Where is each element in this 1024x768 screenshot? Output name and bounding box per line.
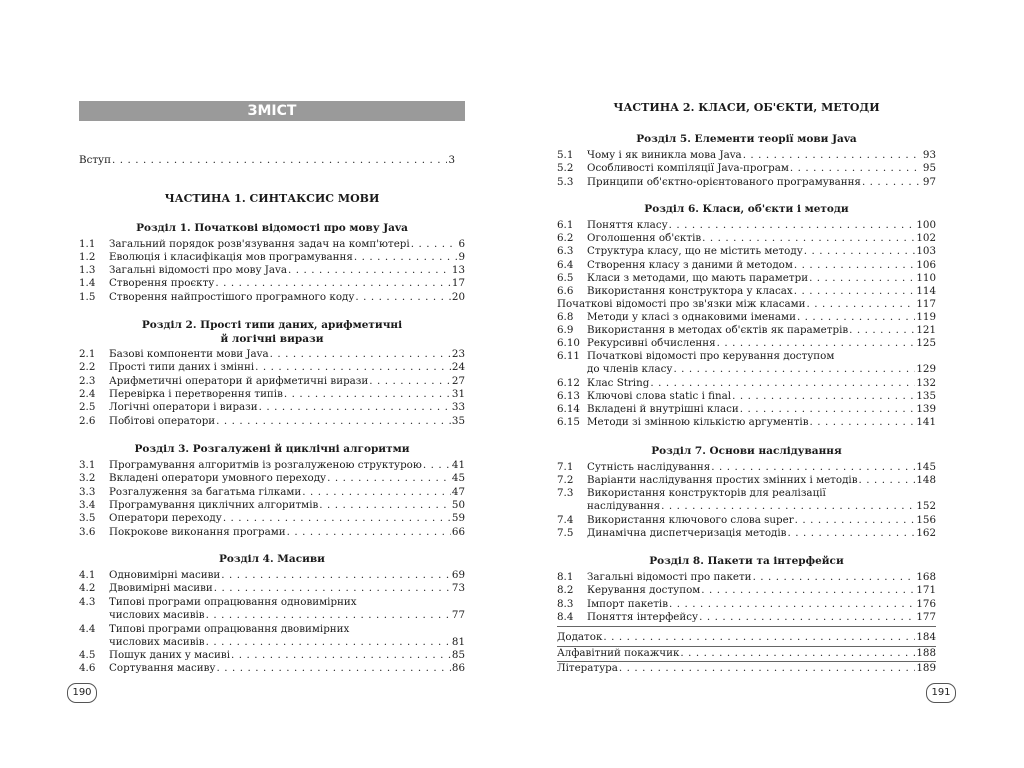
toc-entry (557, 285, 936, 298)
toc-entry-page: 45 (451, 472, 465, 484)
toc-entry-number: 2.5 (79, 401, 96, 413)
toc-entry-number: 3.4 (79, 499, 96, 511)
toc-entry-title-line2: числових масивів (109, 609, 205, 622)
toc-entry (79, 238, 465, 251)
toc-entry-number: 6.1 (557, 219, 574, 231)
toc-entry-page: 24 (451, 361, 465, 373)
toc-entry-number: 8.3 (557, 598, 574, 610)
toc-entry (557, 337, 936, 350)
toc-entry-page: 114 (916, 285, 936, 297)
toc-entry-title: Керування доступом (587, 584, 701, 596)
toc-entry-page: 97 (922, 176, 936, 188)
toc-entry-page: 176 (916, 598, 936, 610)
toc-entry-page: 35 (451, 415, 465, 427)
toc-entry-page: 27 (451, 375, 465, 387)
toc-entry-title: Загальні відомості про пакети (587, 571, 752, 583)
toc-entry (557, 324, 936, 337)
toc-entry-page: 121 (916, 324, 936, 336)
toc-entry-title: Пошук даних у масиві (109, 649, 231, 661)
toc-entry (79, 472, 465, 485)
toc-entry-title: Додаток (557, 631, 603, 643)
toc-entry-title: Початкові відомості про керування доступом (587, 350, 835, 362)
toc-entry-page: 117 (916, 298, 936, 310)
toc-entry-number: 6.10 (557, 337, 580, 349)
toc-entry (557, 527, 936, 540)
toc-entry (557, 461, 936, 474)
toc-entry-title: Варіанти наслідування простих змінних і методів (587, 474, 858, 486)
toc-entry (557, 474, 936, 487)
toc-entry-title: Особливості компіляції Java-програм (587, 162, 789, 174)
toc-entry-title: Загальний порядок розв'язування задач на комп'ютері (109, 238, 410, 250)
toc-entry-page: 50 (451, 499, 465, 511)
toc-entry-number: 2.4 (79, 388, 96, 400)
toc-entry (557, 298, 936, 311)
toc-entry-number: 7.3 (557, 487, 574, 499)
toc-entry-title: Типові програми опрацювання двовимірних (109, 623, 350, 635)
toc-entry-page: 69 (451, 569, 465, 581)
toc-entry (79, 662, 465, 675)
toc-entry-number: 3.2 (79, 472, 96, 484)
toc-entry-title: Використання в методах об'єктів як параметрів (587, 324, 849, 336)
page-number-right: 191 (926, 683, 956, 703)
toc-entry-page: 20 (451, 291, 465, 303)
toc-entry (557, 219, 936, 232)
toc-entry-number: 6.5 (557, 272, 574, 284)
section-heading: Розділ 4. Масиви (219, 553, 325, 565)
toc-entry (79, 361, 465, 374)
toc-entry-title: Програмування алгоритмів із розгалуженою структурою (109, 459, 422, 471)
toc-entry-page: 129 (916, 363, 936, 376)
toc-entry-title: Оголошення об'єктів (587, 232, 702, 244)
toc-entry (557, 403, 936, 416)
toc-entry-number: 1.2 (79, 251, 96, 263)
toc-entry (557, 149, 936, 162)
section-heading: Розділ 6. Класи, об'єкти і методи (644, 203, 849, 215)
toc-entry (79, 291, 465, 304)
toc-entry-bibliography (557, 662, 936, 675)
toc-entry-page: 23 (451, 348, 465, 360)
section-heading: Розділ 7. Основи наслідування (651, 445, 842, 457)
toc-entry (79, 415, 465, 428)
toc-entry-title: Методи зі змінною кількістю аргументів (587, 416, 809, 428)
toc-entry-title: Класи з методами, що мають параметри (587, 272, 809, 284)
toc-entry-page: 95 (922, 162, 936, 174)
toc-entry-page: 3 (448, 154, 455, 166)
toc-entry (79, 277, 465, 290)
toc-entry-page: 152 (916, 500, 936, 513)
toc-entry-page: 77 (451, 609, 465, 622)
toc-entry-number: 4.5 (79, 649, 96, 661)
toc-entry-number: 4.4 (79, 623, 96, 635)
toc-entry-intro (79, 154, 465, 167)
toc-entry (557, 377, 936, 390)
toc-entry-number: 6.6 (557, 285, 574, 297)
toc-entry (79, 375, 465, 388)
toc-entry (557, 611, 936, 624)
toc-entry (79, 264, 465, 277)
toc-entry-title-line2: до членів класу (587, 363, 673, 376)
toc-entry (79, 649, 465, 662)
toc-entry-page: 110 (916, 272, 936, 284)
toc-entry-page: 189 (916, 662, 936, 674)
toc-entry-number: 2.6 (79, 415, 96, 427)
toc-entry-page: 156 (916, 514, 936, 526)
toc-entry-number: 6.9 (557, 324, 574, 336)
toc-entry-number: 6.14 (557, 403, 580, 415)
toc-entry-title: Програмування циклічних алгоритмів (109, 499, 319, 511)
toc-entry-page: 59 (451, 512, 465, 524)
toc-entry-page: 145 (916, 461, 936, 473)
toc-entry-page: 135 (916, 390, 936, 402)
toc-entry (557, 232, 936, 245)
toc-entry-page: 162 (916, 527, 936, 539)
toc-entry-number: 8.4 (557, 611, 574, 623)
right-page (557, 0, 936, 768)
toc-entry-number: 4.1 (79, 569, 96, 581)
toc-entry-title: Використання конструкторів для реалізації (587, 487, 826, 499)
toc-entry-page: 139 (916, 403, 936, 415)
toc-entry (557, 390, 936, 403)
toc-entry-number: 6.3 (557, 245, 574, 257)
toc-entry-number: 7.4 (557, 514, 574, 526)
section-heading-line2: й логічні вирази (220, 333, 324, 345)
toc-entry (557, 162, 936, 175)
toc-entry-number: 2.3 (79, 375, 96, 387)
toc-entry-number: 8.2 (557, 584, 574, 596)
toc-entry-title: Одновимірні масиви (109, 569, 221, 581)
toc-entry (79, 388, 465, 401)
toc-entry-number: 2.2 (79, 361, 96, 373)
toc-entry (557, 272, 936, 285)
toc-entry-title: Використання ключового слова super (587, 514, 794, 526)
contents-banner: ЗМІСТ (79, 101, 465, 121)
toc-entry-title: Вкладені оператори умовного переходу (109, 472, 327, 484)
toc-entry-title: Оператори переходу (109, 512, 222, 524)
toc-entry (79, 526, 465, 539)
section-heading: Розділ 2. Прості типи даних, арифметичні (141, 319, 403, 331)
toc-entry-number: 3.3 (79, 486, 96, 498)
toc-entry-number: 1.4 (79, 277, 96, 289)
toc-entry (79, 499, 465, 512)
toc-entry (79, 569, 465, 582)
toc-entry-number: 3.1 (79, 459, 96, 471)
toc-entry-title: Сортування масиву (109, 662, 216, 674)
toc-entry-page: 119 (916, 311, 936, 323)
toc-entry-title: Поняття класу (587, 219, 668, 231)
toc-entry-number: 3.5 (79, 512, 96, 524)
toc-entry-number: 6.12 (557, 377, 580, 389)
toc-entry-page: 184 (916, 631, 936, 643)
toc-entry (557, 259, 936, 272)
toc-entry-page: 47 (451, 486, 465, 498)
toc-entry-page: 73 (451, 582, 465, 594)
toc-entry (557, 584, 936, 597)
toc-entry-number: 6.15 (557, 416, 580, 428)
toc-entry-title: Базові компоненти мови Java (109, 348, 269, 360)
toc-entry-page: 102 (916, 232, 936, 244)
toc-entry-title: Чому і як виникла мова Java (587, 149, 742, 161)
toc-entry-number: 6.4 (557, 259, 574, 271)
toc-entry-title: Прості типи даних і змінні (109, 361, 255, 373)
toc-entry-title: Вкладені й внутрішні класи (587, 403, 739, 415)
toc-entry (557, 598, 936, 611)
toc-entry-title: Рекурсивні обчислення (587, 337, 716, 349)
toc-entry-page: 31 (451, 388, 465, 400)
toc-entry-number: 6.11 (557, 350, 580, 362)
toc-entry-number: 5.2 (557, 162, 574, 174)
toc-entry-number: 4.6 (79, 662, 96, 674)
toc-entry-number: 2.1 (79, 348, 96, 360)
toc-entry-title: Динамічна диспетчеризація методів (587, 527, 787, 539)
toc-entry (79, 486, 465, 499)
toc-entry (79, 596, 465, 623)
part-heading: ЧАСТИНА 2. КЛАСИ, ОБ'ЄКТИ, МЕТОДИ (613, 101, 880, 114)
toc-entry-page: 81 (451, 636, 465, 649)
toc-entry-number: 5.1 (557, 149, 574, 161)
toc-entry-page: 148 (916, 474, 936, 486)
toc-entry (79, 512, 465, 525)
toc-entry-number: 6.2 (557, 232, 574, 244)
toc-entry (557, 514, 936, 527)
toc-entry-page: 168 (916, 571, 936, 583)
toc-entry (557, 350, 936, 377)
toc-entry-index (557, 647, 936, 660)
toc-entry-title: Створення класу з даними й методом (587, 259, 793, 271)
toc-entry-page: 141 (916, 416, 936, 428)
toc-entry-title: Вступ (79, 154, 111, 166)
toc-entry-title: Початкові відомості про зв'язки між класами (557, 298, 806, 310)
toc-entry-number: 5.3 (557, 176, 574, 188)
divider (557, 626, 936, 627)
toc-entry-page: 132 (916, 377, 936, 389)
toc-entry-title: Поняття інтерфейсу (587, 611, 699, 623)
toc-entry (557, 245, 936, 258)
toc-entry-title: Побітові оператори (109, 415, 216, 427)
toc-entry-page: 17 (451, 277, 465, 289)
toc-entry (79, 251, 465, 264)
toc-entry-title: Перевірка і перетворення типів (109, 388, 283, 400)
toc-entry (79, 582, 465, 595)
toc-entry-page: 103 (916, 245, 936, 257)
toc-entry-page: 6 (458, 238, 465, 250)
section-heading: Розділ 8. Пакети та інтерфейси (649, 555, 844, 567)
toc-entry (557, 487, 936, 514)
toc-entry-page: 33 (451, 401, 465, 413)
toc-entry-title: Клас String (587, 377, 650, 389)
toc-entry-title: Покрокове виконання програми (109, 526, 286, 538)
toc-entry-page: 100 (916, 219, 936, 231)
toc-entry-number: 1.5 (79, 291, 96, 303)
toc-entry-page: 125 (916, 337, 936, 349)
toc-entry-number: 4.2 (79, 582, 96, 594)
left-page (79, 0, 465, 768)
section-heading: Розділ 3. Розгалужені й циклічні алгоритми (134, 443, 410, 455)
toc-entry-number: 1.1 (79, 238, 96, 250)
toc-entry (557, 311, 936, 324)
toc-entry-title: Логічні оператори і вирази (109, 401, 258, 413)
toc-entry-page: 9 (458, 251, 465, 263)
toc-entry-title: Створення проєкту (109, 277, 215, 289)
toc-entry-page: 41 (451, 459, 465, 471)
toc-entry-title: Література (557, 662, 618, 674)
toc-entry-title: Арифметичні оператори й арифметичні вирази (109, 375, 369, 387)
toc-entry-page: 86 (451, 662, 465, 674)
toc-entry (557, 571, 936, 584)
toc-entry-title: Структура класу, що не містить методу (587, 245, 803, 257)
part-heading: ЧАСТИНА 1. СИНТАКСИС МОВИ (164, 192, 380, 205)
toc-entry-page: 66 (451, 526, 465, 538)
toc-entry-title-line2: числових масивів (109, 636, 205, 649)
toc-entry-number: 4.3 (79, 596, 96, 608)
toc-entry-appendix (557, 631, 936, 644)
toc-entry-title: Еволюція і класифікація мов програмування (109, 251, 353, 263)
toc-entry (557, 416, 936, 429)
toc-entry-title: Ключові слова static і final (587, 390, 732, 402)
toc-entry-title: Двовимірні масиви (109, 582, 213, 594)
page-number-left: 190 (67, 683, 97, 703)
toc-entry-number: 6.8 (557, 311, 574, 323)
toc-entry (79, 459, 465, 472)
toc-entry-title: Розгалуження за багатьма гілками (109, 486, 302, 498)
toc-entry-number: 1.3 (79, 264, 96, 276)
toc-entry-number: 3.6 (79, 526, 96, 538)
toc-entry-title: Принципи об'єктно-орієнтованого програмування (587, 176, 861, 188)
toc-entry-number: 6.13 (557, 390, 580, 402)
toc-entry-title: Сутність наслідування (587, 461, 711, 473)
toc-entry-title: Створення найпростішого програмного коду (109, 291, 355, 303)
section-heading: Розділ 1. Початкові відомості про мову Java (136, 222, 408, 234)
toc-entry-page: 13 (451, 264, 465, 276)
toc-entry (79, 401, 465, 414)
toc-entry (79, 348, 465, 361)
toc-entry-title: Методи у класі з однаковими іменами (587, 311, 796, 323)
toc-entry-number: 7.5 (557, 527, 574, 539)
toc-entry-title: Імпорт пакетів (587, 598, 669, 610)
toc-entry (79, 623, 465, 650)
toc-entry-title: Типові програми опрацювання одновимірних (109, 596, 357, 608)
toc-entry-title-line2: наслідування (587, 500, 661, 513)
toc-entry-title: Загальні відомості про мову Java (109, 264, 288, 276)
toc-entry (557, 176, 936, 189)
toc-entry-page: 171 (916, 584, 936, 596)
section-heading: Розділ 5. Елементи теорії мови Java (636, 133, 857, 145)
toc-entry-number: 8.1 (557, 571, 574, 583)
toc-entry-number: 7.2 (557, 474, 574, 486)
toc-entry-page: 106 (916, 259, 936, 271)
toc-entry-page: 177 (916, 611, 936, 623)
toc-entry-number: 7.1 (557, 461, 574, 473)
toc-entry-title: Використання конструктора у класах (587, 285, 793, 297)
toc-entry-page: 188 (916, 647, 936, 659)
toc-entry-title: Алфавітний покажчик (557, 647, 680, 659)
toc-entry-page: 93 (922, 149, 936, 161)
toc-entry-page: 85 (451, 649, 465, 661)
